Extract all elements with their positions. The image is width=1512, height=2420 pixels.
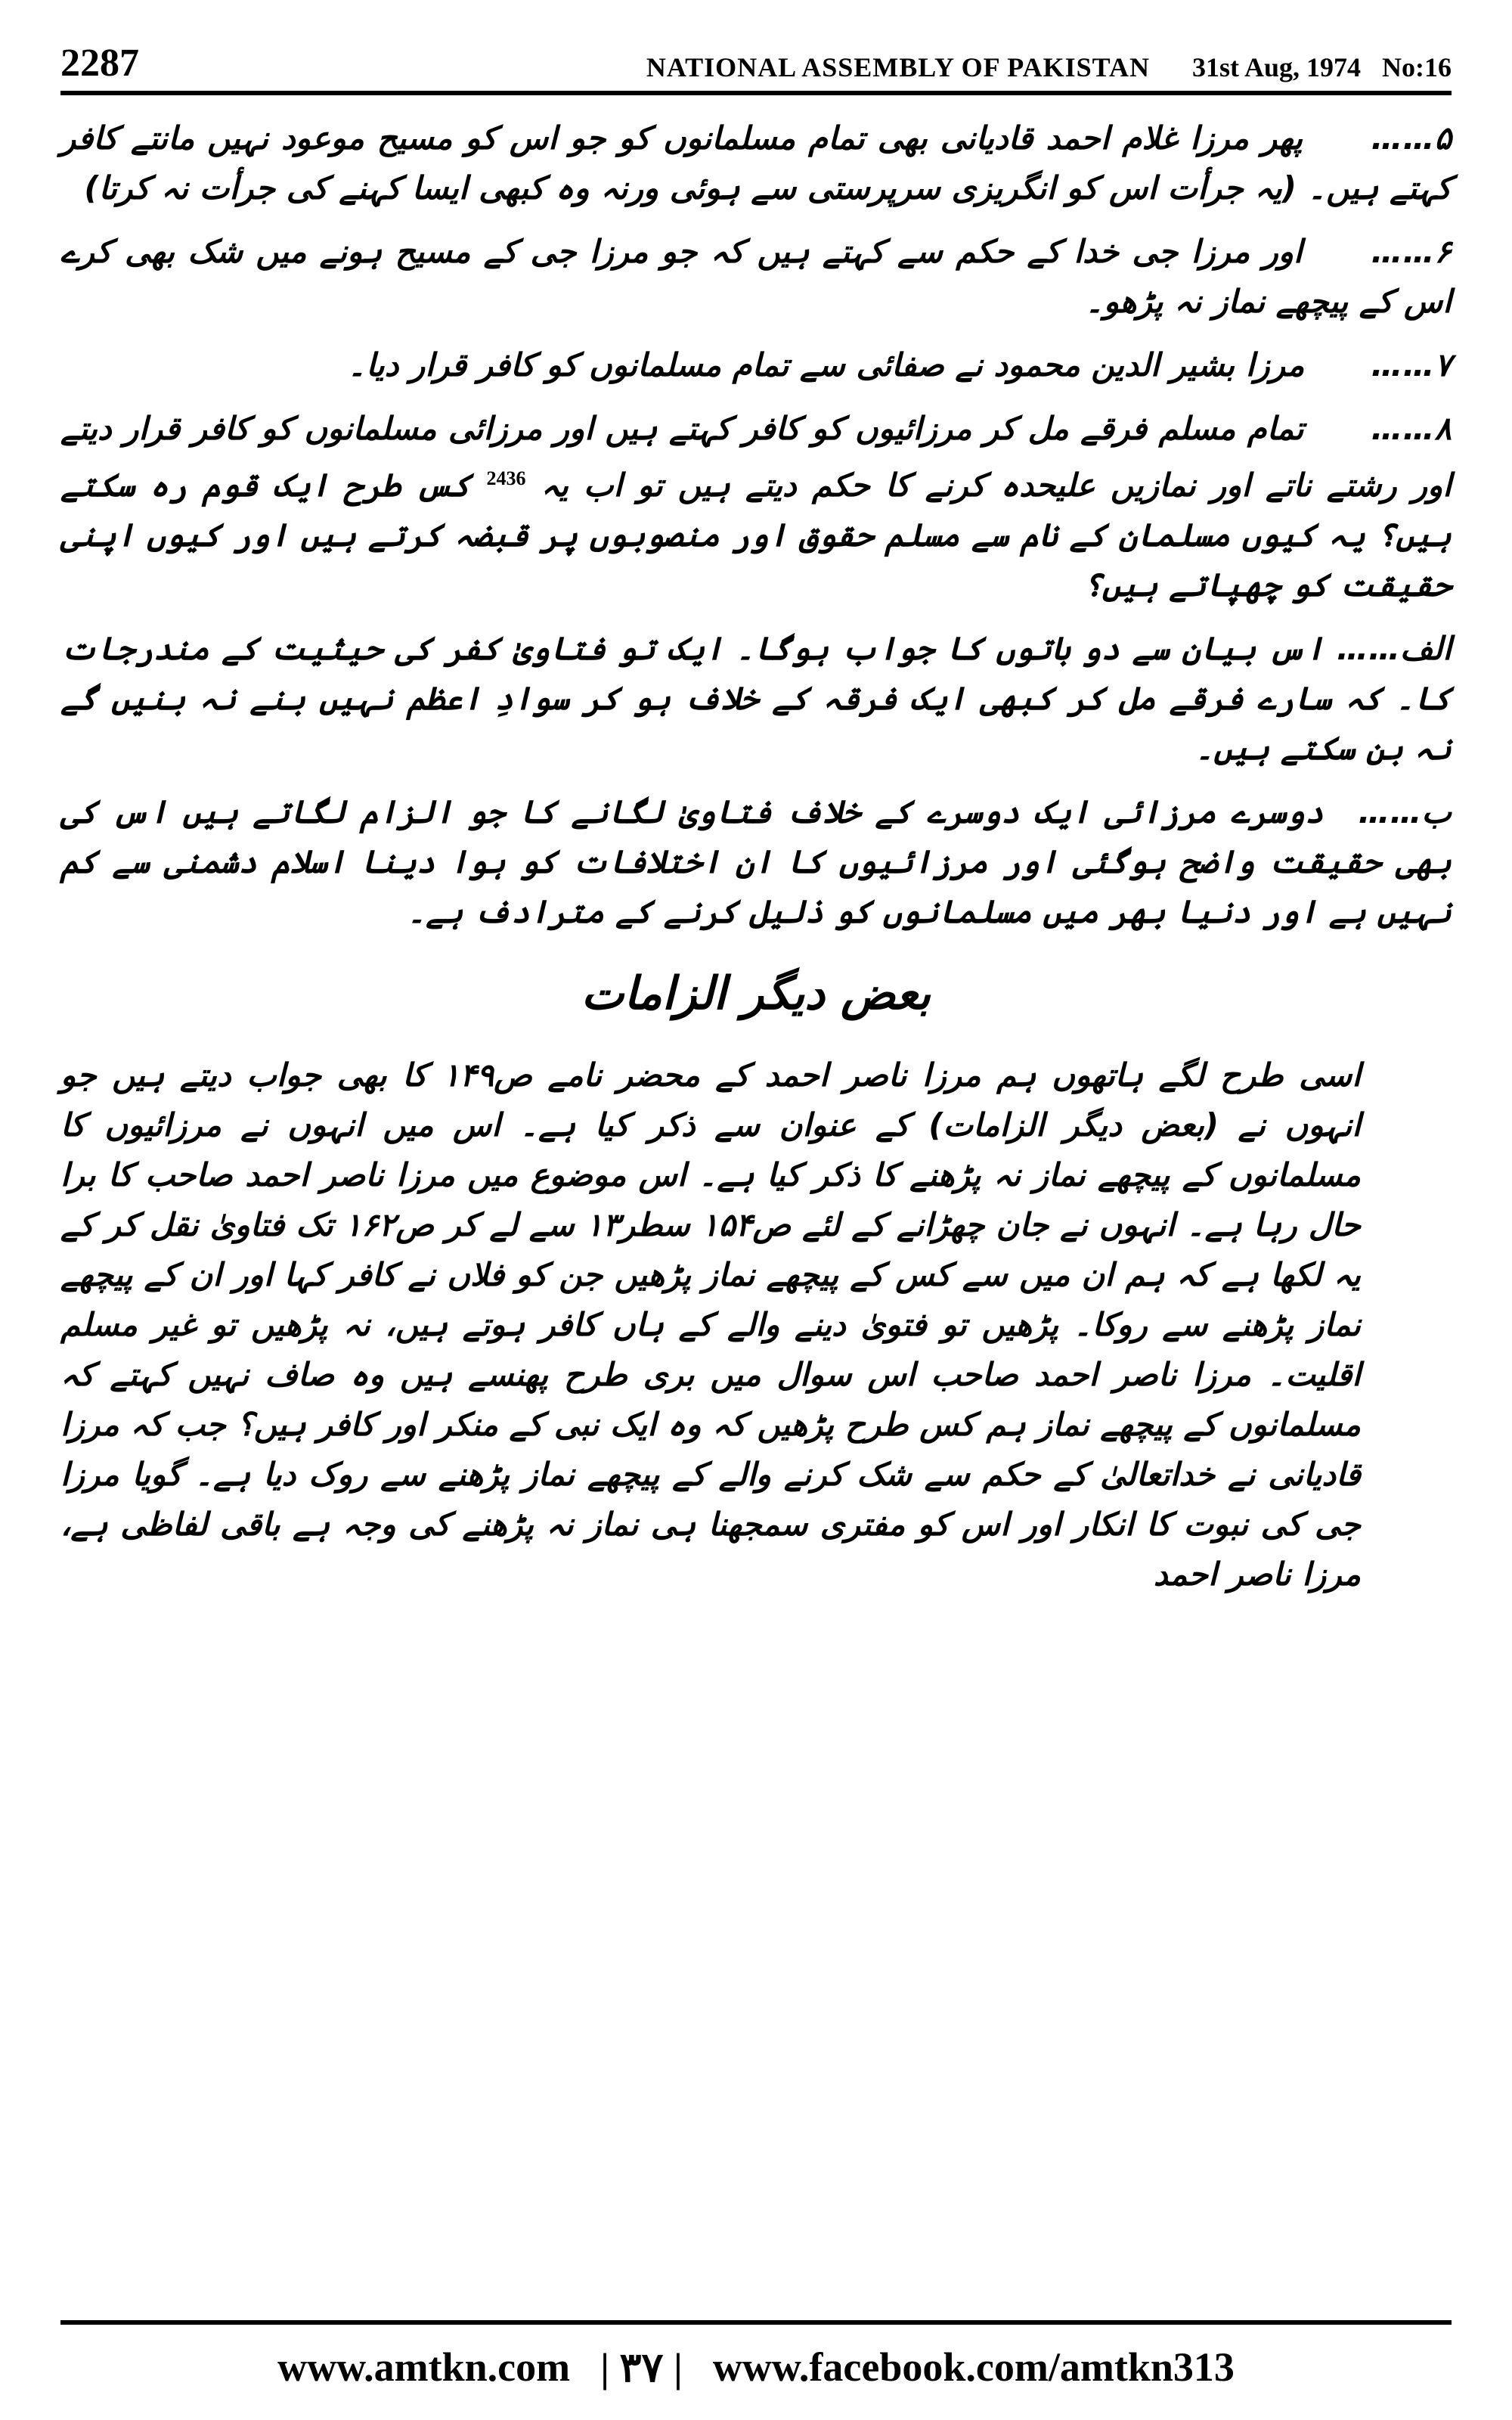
paragraph-text: کس طرح ایک قوم رہ سکتے ہیں؟ یہ کیوں مسلمان کے نام سے مسلم حقوق اور منصوبوں پر قبضہ کرتے ہیں اور کیوں اپنی حقیقت کو چھپاتے ہیں؟ [60, 467, 1452, 603]
header-issue-number: No:16 [1382, 52, 1452, 82]
paragraph-text: تمام مسلم فرقے مل کر مرزائیوں کو کافر کہتے ہیں اور مرزائی مسلمانوں کو کافر قرار دیتے اور رشتے ناتے اور نمازیں علیحدہ کرنے کا حکم دیتے ہیں تو اب یہ [60, 410, 1452, 504]
item-letter: الف…… [1337, 630, 1452, 667]
paragraph-6 [60, 227, 1452, 327]
paragraph-bay [60, 787, 1452, 937]
website-link[interactable]: www.amtkn.com [277, 2344, 571, 2390]
paragraph-alif [60, 624, 1452, 774]
header-rule [60, 91, 1452, 95]
page-header [60, 30, 1452, 83]
paragraph-text: اس بیان سے دو باتوں کا جواب ہوگا۔ ایک تو فتاویٰ کفر کی حیثیت کے مندرجات کا۔ کہ سارے فرقے مل کر کبھی ایک فرقہ کے خلاف ہو کر سوادِ اعظم نہیں بنے نہ بنیں گے نہ بن سکتے ہیں۔ [60, 630, 1452, 767]
footnote-reference: 2436 [486, 467, 526, 489]
item-number: ۷…… [1371, 346, 1452, 383]
paragraph-final: اسی طرح لگے ہاتھوں ہم مرزا ناصر احمد کے محضر نامے ص۱۴۹ کا بھی جواب دیتے ہیں جو انہوں نے (بعض دیگر الزامات) کے عنوان سے ذکر کیا ہے۔ اس میں انہوں نے مرزائیوں کا مسلمانوں کے پیچھے نماز نہ پڑھنے کا ذکر کیا ہے۔ اس موضوع میں مرزا ناصر احمد صاحب کا برا حال رہا ہے۔ انہوں نے جان چھڑانے کے لئے ص۱۵۴ سطر۱۳ سے لے کر ص۱۶۲ تک فتاویٰ نقل کر کے یہ لکھا ہے کہ ہم ان میں سے کس کے پیچھے نماز پڑھیں جن کو فلاں نے کافر کہا اور ان کے پیچھے نماز پڑھنے سے روکا۔ پڑھیں تو فتویٰ دینے والے کے ہاں کافر ہوتے ہیں، نہ پڑھیں تو غیر مسلم اقلیت۔ مرزا ناصر احمد صاحب اس سوال میں بری طرح پھنسے ہیں وہ صاف نہیں کہتے کہ مسلمانوں کے پیچھے نماز ہم کس طرح پڑھیں کہ وہ ایک نبی کے منکر اور کافر ہیں؟ جب کہ مرزا قادیانی نے خداتعالیٰ کے حکم سے شک کرنے والے کے پیچھے نماز پڑھنے سے روک دیا ہے۔ گویا مرزا جی کی نبوت کا انکار اور اس کو مفتری سمجھنا ہی نماز نہ پڑھنے کی وجہ ہے باقی لفاظی ہے، مرزا ناصر احمد [60, 1056, 1361, 1593]
paragraph-text: اور مرزا جی خدا کے حکم سے کہتے ہیں کہ جو مرزا جی کے مسیح ہونے میں شک بھی کرے اس کے پیچھے نماز نہ پڑھو۔ [60, 233, 1452, 320]
paragraph-7 [60, 340, 1452, 390]
page-footer [60, 2337, 1452, 2397]
facebook-link[interactable]: www.facebook.com/amtkn313 [712, 2344, 1235, 2390]
footer-rule [60, 2320, 1452, 2325]
footer-page-label: | ۳۷ | [600, 2344, 683, 2391]
item-letter: ب…… [1358, 793, 1452, 830]
section-heading: بعض دیگر الزامات [581, 967, 931, 1020]
item-number: ۵…… [1371, 119, 1452, 157]
item-number: ۶…… [1371, 233, 1452, 270]
paragraph-text: دوسرے مرزائی ایک دوسرے کے خلاف فتاویٰ لگانے کا جو الزام لگاتے ہیں اس کی بھی حقیقت واضح ہوگئی اور مرزائیوں کا ان اختلافات کو ہوا دینا اسلام دشمنی سے کم نہیں ہے اور دنیا بھر میں مسلمانوں کو ذلیل کرنے کے مترادف ہے۔ [60, 793, 1452, 930]
item-number: ۸…… [1371, 410, 1452, 447]
paragraph-text: پھر مرزا غلام احمد قادیانی بھی تمام مسلمانوں کو جو اس کو مسیح موعود نہیں مانتے کافر کہتے ہیں۔ (یہ جرأت اس کو انگریزی سرپرستی سے ہوئی ورنہ وہ کبھی ایسا کہنے کی جرأت نہ کرتا) [60, 119, 1452, 206]
paragraph-text: مرزا بشیر الدین محمود نے صفائی سے تمام مسلمانوں کو کافر قرار دیا۔ [347, 346, 1305, 383]
header-date: 31st Aug, 1974 [1191, 52, 1361, 82]
document-body [60, 113, 1452, 2344]
header-title: NATIONAL ASSEMBLY OF PAKISTAN [646, 52, 1150, 82]
page-number: 2287 [60, 42, 139, 85]
paragraph-5 [60, 113, 1452, 213]
paragraph-8 [60, 404, 1452, 610]
